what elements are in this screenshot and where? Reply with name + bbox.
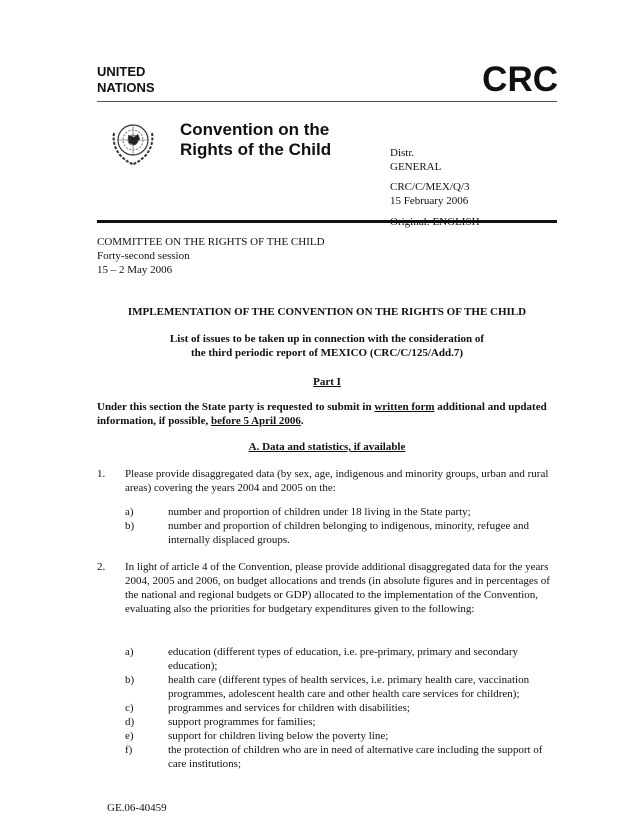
section-heading [97,440,557,454]
org-line2: NATIONS [97,80,155,95]
sub-item-letter: a) [125,646,134,658]
instruction-text: Under this section the State party is requested to submit in [97,401,375,413]
sub-item [125,673,555,701]
instruction-emphasis: written form [374,401,435,413]
subtitle-line1: List of issues to be taken up in connection with the consideration of [169,333,485,345]
document-symbol-large: CRC [482,60,558,99]
list-item [97,560,557,616]
header-rule-thick [97,220,557,223]
distr-value: GENERAL [390,161,442,173]
item-number: 2. [97,561,106,573]
sub-item [125,701,555,715]
sub-item-letter: e) [125,730,134,742]
sub-item [125,715,555,729]
footer-document-code: GE.06-40459 [107,802,167,814]
instruction-text: . [300,415,304,427]
sub-item-text: health care (different types of health services, i.e. primary health care, vaccination programmes, adolescent health care and other health care services for children); [168,674,530,700]
sub-item [125,505,555,519]
sub-item [125,645,555,673]
sub-item-letter: b) [125,674,135,686]
sub-item-text: the protection of children who are in need of alternative care including the support of care institutions; [168,744,543,770]
item-text: Please provide disaggregated data (by sex, age, indigenous and minority groups, urban and rural areas) covering the years 2004 and 2005 on the: [125,468,549,494]
sub-item-text: programmes and services for children with disabilities; [168,702,410,714]
distribution-block [390,146,480,229]
sub-item [125,743,555,771]
sub-item-text: number and proportion of children belonging to indigenous, minority, refugee and internally displaced groups. [168,520,529,546]
list-item [97,467,557,495]
sub-item-letter: f) [125,744,133,756]
committee-name: COMMITTEE ON THE RIGHTS OF THE CHILD [97,236,325,248]
subtitle-line2: the third periodic report of MEXICO (CRC/C/125/Add.7) [190,347,464,359]
sub-item-letter: d) [125,716,135,728]
un-emblem-icon [106,115,160,169]
subtitle [97,332,557,360]
main-title: IMPLEMENTATION OF THE CONVENTION ON THE RIGHTS OF THE CHILD [127,306,527,318]
committee-session: Forty-second session [97,250,190,262]
part-label: Part I [313,376,341,388]
org-line1: UNITED [97,64,146,79]
part-heading [97,375,557,389]
title-line2: Rights of the Child [180,140,332,159]
convention-title [180,120,331,160]
sub-item-text: support programmes for families; [168,716,316,728]
sub-item-text: number and proportion of children under 18 living in the State party; [168,506,471,518]
instruction-deadline: before 5 April 2006 [210,415,301,427]
instruction-text: additional and updated information, if possible, [97,401,547,427]
sub-item [125,729,555,743]
title-line1: Convention on the [180,120,330,139]
section-a-label: A. Data and statistics, if available [248,441,406,453]
committee-dates: 15 – 2 May 2006 [97,264,173,276]
sub-item [125,519,555,547]
doc-symbol: CRC/C/MEX/Q/3 [390,181,470,193]
sub-item-letter: c) [125,702,134,714]
sub-item-letter: a) [125,506,134,518]
item-text: In light of article 4 of the Convention, please provide additional disaggregated data for the years 2004, 2005 and 2006, on budget allocations and trends (in absolute figures and in percentages of the national and regional budgets or GDP) allocated to the implementation of the Convention, evaluating also the priorities for budgetary expenditures given to the following: [125,561,550,615]
sub-item-text: support for children living below the poverty line; [168,730,389,742]
sub-item-text: education (different types of education, i.e. pre-primary, primary and secondary education); [168,646,519,672]
header-rule-thin [97,101,557,102]
distr-label: Distr. [390,147,415,159]
instruction [97,400,557,428]
sub-item-letter: b) [125,520,135,532]
org-name [97,64,155,96]
item-number: 1. [97,468,106,480]
doc-date: 15 February 2006 [390,195,469,207]
committee-block [97,235,325,277]
